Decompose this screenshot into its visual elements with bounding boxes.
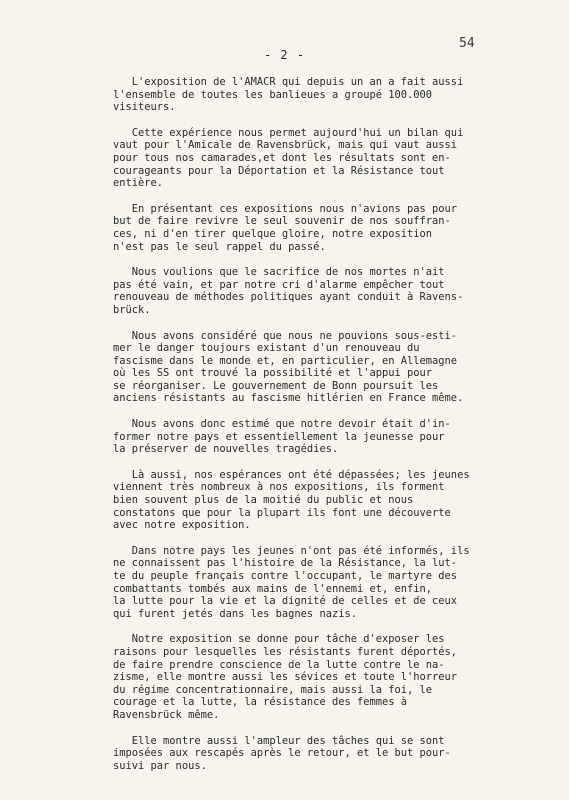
text-line: vaut pour l'Amicale de Ravensbrück, mais qui vaut aussi (113, 139, 458, 152)
text-line: mer le danger toujours existant d'un renouveau du (113, 342, 420, 355)
text-line: courage et la lutte, la résistance des femmes à (113, 696, 408, 709)
text-line: qui furent jetés dans les bagnes nazis. (113, 607, 357, 620)
text-line: visiteurs. (113, 101, 176, 114)
text-line: te du peuple français contre l'occupant, le martyre des (113, 570, 458, 582)
text-line: ne connaissent pas l'histoire de la Résistance, la lut- (113, 557, 458, 570)
text-line: fascisme dans le monde et, en particulier, en Allemagne (113, 354, 458, 367)
text-line: En présentant ces expositions nous n'avions pas pour (113, 202, 458, 215)
paragraph (113, 735, 483, 773)
paragraph (113, 203, 483, 253)
text-line: du régime concentrationnaire, mais aussi la foi, le (113, 683, 433, 696)
paragraph (113, 545, 483, 621)
text-line: but de faire revivre le seul souvenir de nos souffran- (113, 215, 451, 228)
text-line: pour tous nos camarades,et dont les résultats sont en- (113, 151, 451, 164)
page-number: - 2 - (263, 48, 306, 62)
text-line: L'exposition de l'AMACR qui depuis un an a fait aussi (113, 76, 464, 88)
text-line: Dans notre pays les jeunes n'ont pas été informés, ils (113, 544, 470, 557)
paragraph (113, 330, 483, 406)
text-line: viennent très nombreux à nos expositions, ils forment (113, 481, 445, 494)
text-line: entière. (113, 177, 164, 190)
text-line: combattants tombés aux mains de l'ennemi et, enfin, (113, 582, 433, 595)
paragraph (113, 469, 483, 532)
text-line: la lutte pour la vie et la dignité de celles et de ceux (113, 595, 458, 608)
document-body (113, 76, 483, 785)
text-line: Notre exposition se donne pour tâche d'exposer les (113, 633, 445, 646)
folio-number: 54 (459, 36, 475, 51)
text-line: ces, ni d'en tirer quelque gloire, notre exposition (113, 227, 433, 240)
text-line: renouveau de méthodes politiques ayant conduit à Ravens- (113, 291, 464, 304)
text-line: zisme, elle montre aussi les sévices et toute l'horreur (113, 671, 458, 684)
text-line: bien souvent plus de la moitié du public et nous (113, 494, 414, 507)
text-line: suivi par nous. (113, 759, 207, 772)
text-line: n'est pas le seul rappel du passé. (113, 240, 326, 253)
text-line: Nous avons donc estimé que notre devoir était d'in- (113, 418, 451, 431)
text-line: se réorganiser. Le gouvernement de Bonn poursuit les (113, 379, 439, 392)
paragraph (113, 633, 483, 721)
text-line: Nous avons considéré que nous ne pouvions sous-esti- (113, 329, 458, 342)
text-line: de faire prendre conscience de la lutte contre le na- (113, 658, 445, 671)
text-line: l'ensemble de toutes les banlieues a groupé 100.000 (113, 88, 433, 101)
text-line: Nous voulions que le sacrifice de nos mortes n'ait (113, 266, 445, 279)
text-line: où les SS ont trouvé la possibilité et l'appui pour (113, 367, 433, 380)
text-line: avec notre exposition. (113, 519, 251, 532)
paragraph (113, 266, 483, 316)
text-line: constatons que pour la plupart ils font une découverte (113, 506, 451, 519)
text-line: pas été vain, et par notre cri d'alarme empêcher tout (113, 278, 445, 291)
text-line: Cette expérience nous permet aujourd'hui un bilan qui (113, 126, 464, 139)
paragraph (113, 76, 483, 114)
text-line: courageants pour la Déportation et la Résistance tout (113, 164, 445, 177)
text-line: anciens résistants au fascisme hitlérien en France même. (113, 392, 464, 405)
text-line: Là aussi, nos espérances ont été dépassées; les jeunes (113, 468, 470, 481)
text-line: Ravensbrück même. (113, 708, 220, 721)
text-line: Elle montre aussi l'ampleur des tâches qui se sont (113, 734, 445, 747)
text-line: former notre pays et essentiellement la jeunesse pour (113, 430, 445, 443)
paragraph (113, 418, 483, 456)
text-line: brück. (113, 303, 151, 316)
text-line: raisons pour lesquelles les résistants furent déportés, (113, 645, 458, 658)
text-line: la préserver de nouvelles tragédies. (113, 443, 339, 456)
text-line: imposées aux rescapés après le retour, et le but pour- (113, 747, 451, 760)
paragraph (113, 127, 483, 190)
